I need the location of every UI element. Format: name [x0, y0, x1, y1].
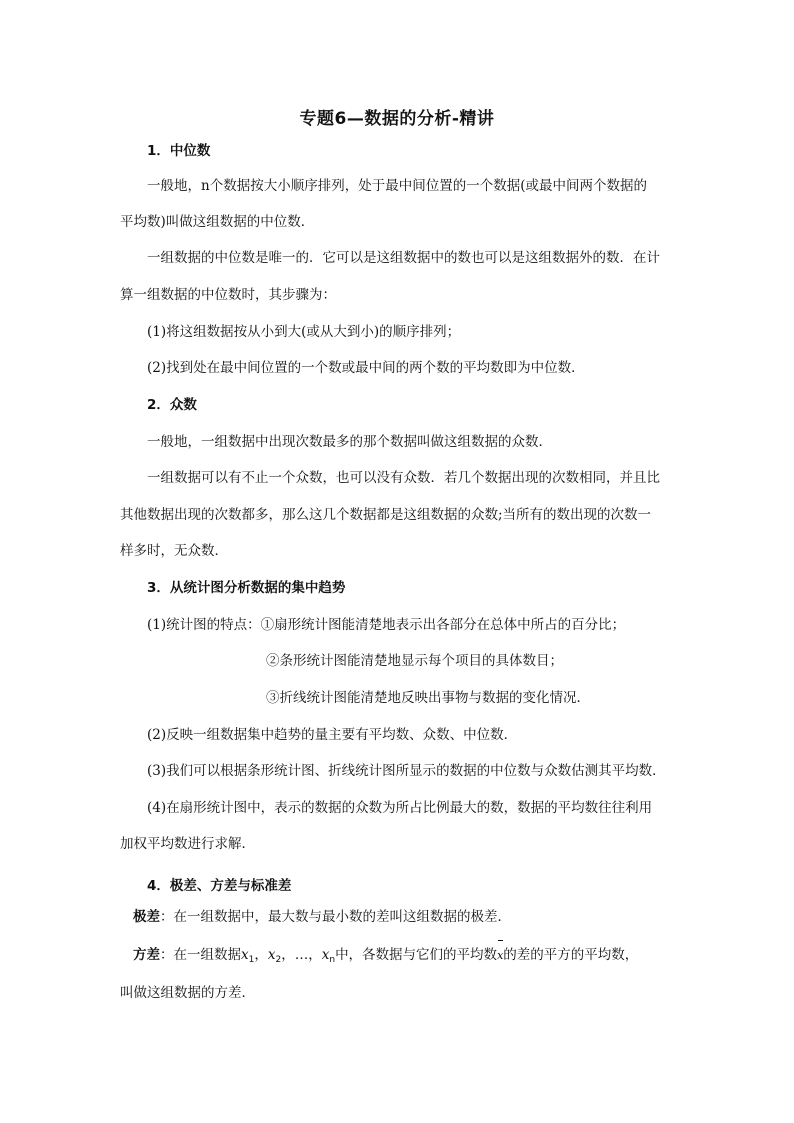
- variance-definition-text: 中，各数据与它们的平均数: [335, 947, 498, 963]
- list-item: (3)我们可以根据条形统计图、折线统计图所显示的数据的中位数与众数估测其平均数．: [147, 763, 666, 779]
- page-title: 专题6—数据的分析-精讲: [299, 109, 495, 129]
- variance-definition-continued: 叫做这组数据的方差．: [120, 985, 255, 1001]
- paragraph-line: 平均数)叫做这组数据的中位数．: [120, 214, 315, 230]
- paragraph-line: 一般地，一组数据中出现次数最多的那个数据叫做这组数据的众数．: [147, 434, 552, 450]
- variance-term: 方差: [133, 947, 160, 963]
- range-definition: [133, 907, 511, 927]
- list-item: (2)找到处在最中间位置的一个数或最中间的两个数的平均数即为中位数．: [147, 360, 585, 376]
- paragraph-line: 算一组数据的中位数时，其步骤为：: [120, 287, 336, 303]
- section-heading-median: 1．中位数: [147, 143, 211, 159]
- list-item: (1)统计图的特点：①扇形统计图能清楚地表示出各部分在总体中所占的百分比；: [147, 617, 626, 633]
- section-heading-central-tendency: 3．从统计图分析数据的集中趋势: [147, 580, 346, 596]
- variable-x: x: [267, 947, 276, 963]
- variable-x: x: [321, 947, 330, 963]
- paragraph-line: 一组数据可以有不止一个众数，也可以没有众数．若几个数据出现的次数相同，并且比: [147, 470, 660, 486]
- range-term: 极差: [133, 909, 160, 925]
- list-item: (1)将这组数据按从小到大(或从大到小)的顺序排列；: [147, 324, 461, 340]
- range-definition-text: ：在一组数据中，最大数与最小数的差叫这组数据的极差．: [160, 909, 511, 925]
- paragraph-line: 一般地，n个数据按大小顺序排列，处于最中间位置的一个数据(或最中间两个数据的: [147, 178, 647, 194]
- list-item: ③折线统计图能清楚地反映出事物与数据的变化情况．: [266, 690, 590, 706]
- list-item: ②条形统计图能清楚地显示每个项目的具体数目；: [266, 653, 563, 669]
- paragraph-line: 加权平均数进行求解．: [120, 836, 255, 852]
- variance-definition-text: 的差的平方的平均数，: [503, 947, 639, 963]
- separator: ，: [254, 947, 268, 963]
- variance-definition-text: ：在一组数据: [160, 947, 241, 963]
- paragraph-line: 其他数据出现的次数都多，那么这几个数据都是这组数据的众数;当所有的数出现的次数一: [120, 507, 652, 523]
- section-heading-mode: 2．众数: [147, 397, 197, 413]
- subscript: 1: [248, 955, 255, 965]
- section-heading-dispersion: 4．极差、方差与标准差: [147, 878, 292, 894]
- subscript: n: [329, 955, 336, 965]
- variable-x: x: [241, 947, 249, 963]
- paragraph-line: 一组数据的中位数是唯一的．它可以是这组数据中的数也可以是这组数据外的数．在计: [147, 250, 660, 266]
- mean-symbol: x: [497, 946, 503, 966]
- separator: ，…，: [281, 947, 322, 963]
- list-item: (2)反映一组数据集中趋势的量主要有平均数、众数、中位数．: [147, 727, 518, 743]
- list-item: (4)在扇形统计图中，表示的数据的众数为所占比例最大的数，数据的平均数往往利用: [147, 800, 653, 816]
- paragraph-line: 样多时，无众数．: [120, 543, 228, 559]
- subscript: 2: [275, 955, 282, 965]
- variance-definition: [133, 945, 638, 970]
